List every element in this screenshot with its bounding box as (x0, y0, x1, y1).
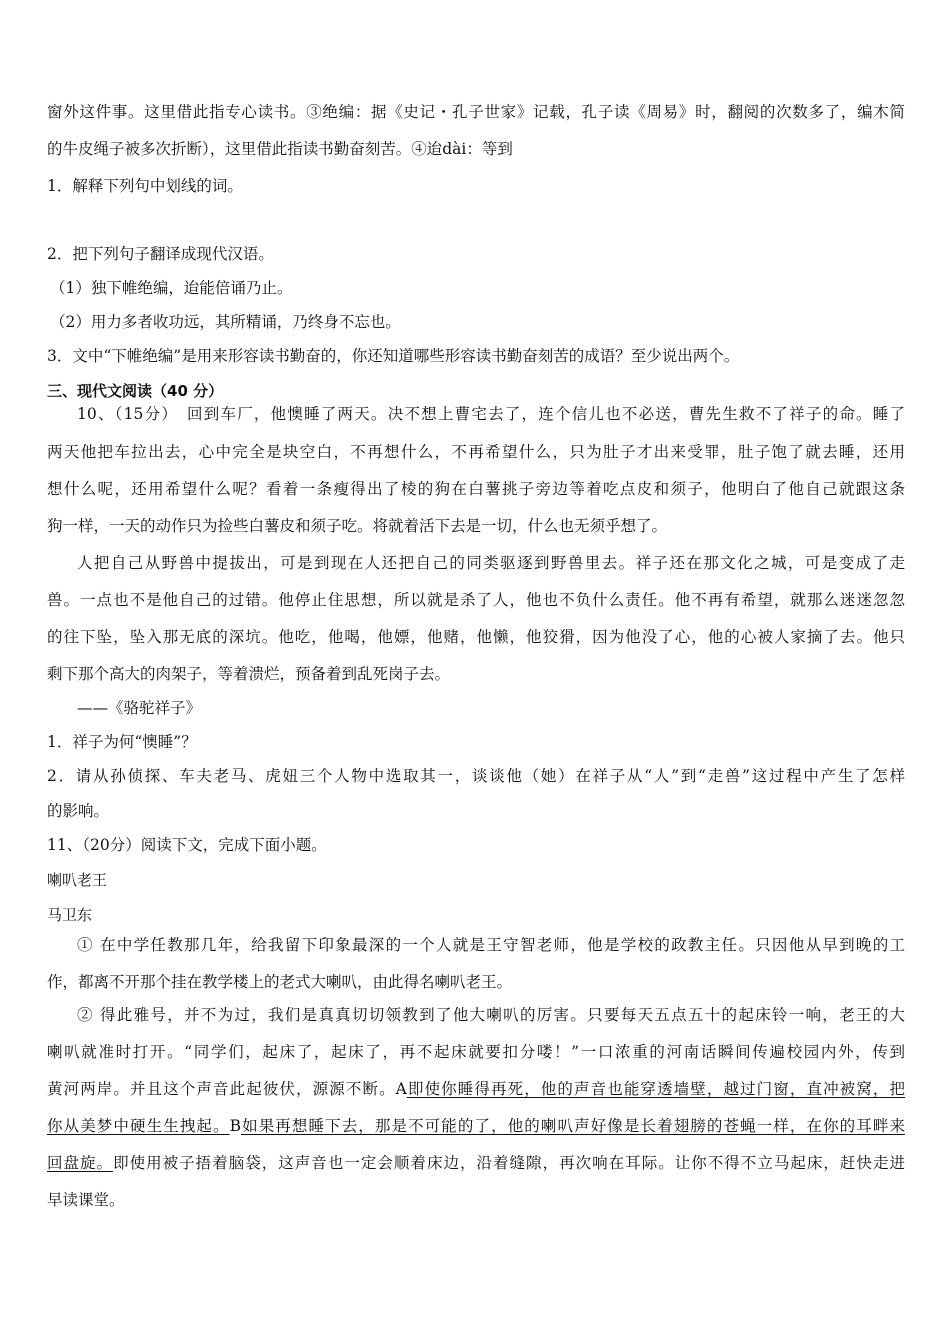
article-para-2-line-5: 回盘旋。即使用被子捂着脑袋，这声音也一定会顺着床边，沿着缝隙，再次响在耳际。让你不得不立马起床，赶快走进 (47, 1154, 905, 1172)
article-title: 喇叭老王 (47, 871, 108, 889)
underlined-sentence-b: 如果再想睡下去，那是不可能的了，他的喇叭声好像是长着翅膀的苍蝇一样，在你的耳畔来 (241, 1117, 905, 1135)
question-2-item-2: （2）用力多者收功远，其所精诵，乃终身不忘也。 (50, 313, 401, 331)
article-para-2-line-4: 你从美梦中硬生生拽起。B如果再想睡下去，那是不可能的了，他的喇叭声好像是长着翅膀的苍蝇一样，在你的耳畔来 (47, 1117, 905, 1135)
passage-10-line-5: 人把自己从野兽中提拔出，可是到现在人还把自己的同类驱逐到野兽里去。祥子还在那文化之城，可是变成了走 (77, 554, 905, 572)
passage-10-line-6: 兽。一点也不是他自己的过错。他停止住思想，所以就是杀了人，他也不负什么责任。他不再有希望，就那么迷迷忽忽 (47, 591, 905, 609)
passage-10-line-7: 的往下坠，坠入那无底的深坑。他吃，他喝，他嫖，他赌，他懒，他狡猾，因为他没了心，他的心被人家摘了去。他只 (47, 628, 905, 646)
question-10-2-line-1: 2．请从孙侦探、车夫老马、虎妞三个人物中选取其一，谈谈他（她）在祥子从“人”到“走兽”这过程中产生了怎样 (47, 767, 905, 785)
passage-10-line-2: 两天他把车拉出去，心中完全是块空白，不再想什么，不再希望什么，只为肚子才出来受罪，肚子饱了就去睡，还用 (47, 443, 905, 461)
article-para-2-line-2: 喇叭就准时打开。“同学们，起床了，起床了，再不起床就要扣分喽！”一口浓重的河南话瞬间传遍校园内外，传到 (47, 1043, 905, 1061)
question-2: 2．把下列句子翻译成现代汉语。 (47, 245, 274, 263)
question-2-item-1: （1）独下帷绝编，迨能倍诵乃止。 (50, 279, 293, 297)
article-para-2-line-3: 黄河两岸。并且这个声音此起彼伏，源源不断。A即使你睡得再死，他的声音也能穿透墙壁，越过门窗，直冲被窝，把 (47, 1080, 905, 1098)
passage-10-line-1: 10、（15分） 回到车厂，他懊睡了两天。决不想上曹宅去了，连个信儿也不必送，曹先生救不了祥子的命。睡了 (77, 405, 905, 423)
passage-10-line-3: 想什么呢，还用希望什么呢？看着一条瘦得出了棱的狗在白薯挑子旁边等着吃点皮和须子，他明白了他自己就跟这条 (47, 480, 905, 498)
article-para-2-line-1: ② 得此雅号，并不为过，我们是真真切切领教到了他大喇叭的厉害。只要每天五点五十的起床铃一响，老王的大 (77, 1006, 905, 1024)
passage-source: ——《骆驼祥子》 (77, 699, 202, 717)
underlined-sentence-b-end: 回盘旋。 (47, 1154, 114, 1172)
article-author: 马卫东 (47, 906, 93, 924)
article-para-1-line-2: 作，都离不开那个挂在教学楼上的老式大喇叭，由此得名喇叭老王。 (47, 973, 513, 991)
question-1: 1．解释下列句中划线的词。 (47, 177, 243, 195)
underlined-sentence-a: 即使你睡得再死，他的声音也能穿透墙壁，越过门窗，直冲被窝，把 (406, 1080, 905, 1098)
question-11: 11、（20分）阅读下文，完成下面小题。 (47, 836, 327, 854)
section-heading: 三、现代文阅读（40 分） (47, 382, 224, 400)
note-line-1: 窗外这件事。这里借此指专心读书。③绝编：据《史记・孔子世家》记载，孔子读《周易》时，翻阅的次数多了，编木简 (47, 103, 905, 121)
question-3: 3．文中“下帷绝编”是用来形容读书勤奋的，你还知道哪些形容读书勤奋刻苦的成语？至少说出两个。 (47, 347, 740, 365)
article-para-1-line-1: ① 在中学任教那几年，给我留下印象最深的一个人就是王守智老师，他是学校的政教主任。只因他从早到晚的工 (77, 936, 905, 954)
note-line-2: 的牛皮绳子被多次折断），这里借此指读书勤奋刻苦。④迨dài：等到 (47, 140, 513, 158)
underlined-sentence-a-end: 你从美梦中硬生生拽起。 (47, 1117, 230, 1135)
article-para-2-line-6: 早读课堂。 (47, 1191, 125, 1209)
question-10-2-line-2: 的影响。 (47, 802, 110, 820)
passage-10-line-8: 剩下那个高大的肉架子，等着溃烂，预备着到乱死岗子去。 (47, 665, 451, 683)
passage-10-line-4: 狗一样，一天的动作只为捡些白薯皮和须子吃。将就着活下去是一切，什么也无须乎想了。 (47, 517, 668, 535)
question-10-1: 1．祥子为何“懊睡”？ (47, 733, 197, 751)
